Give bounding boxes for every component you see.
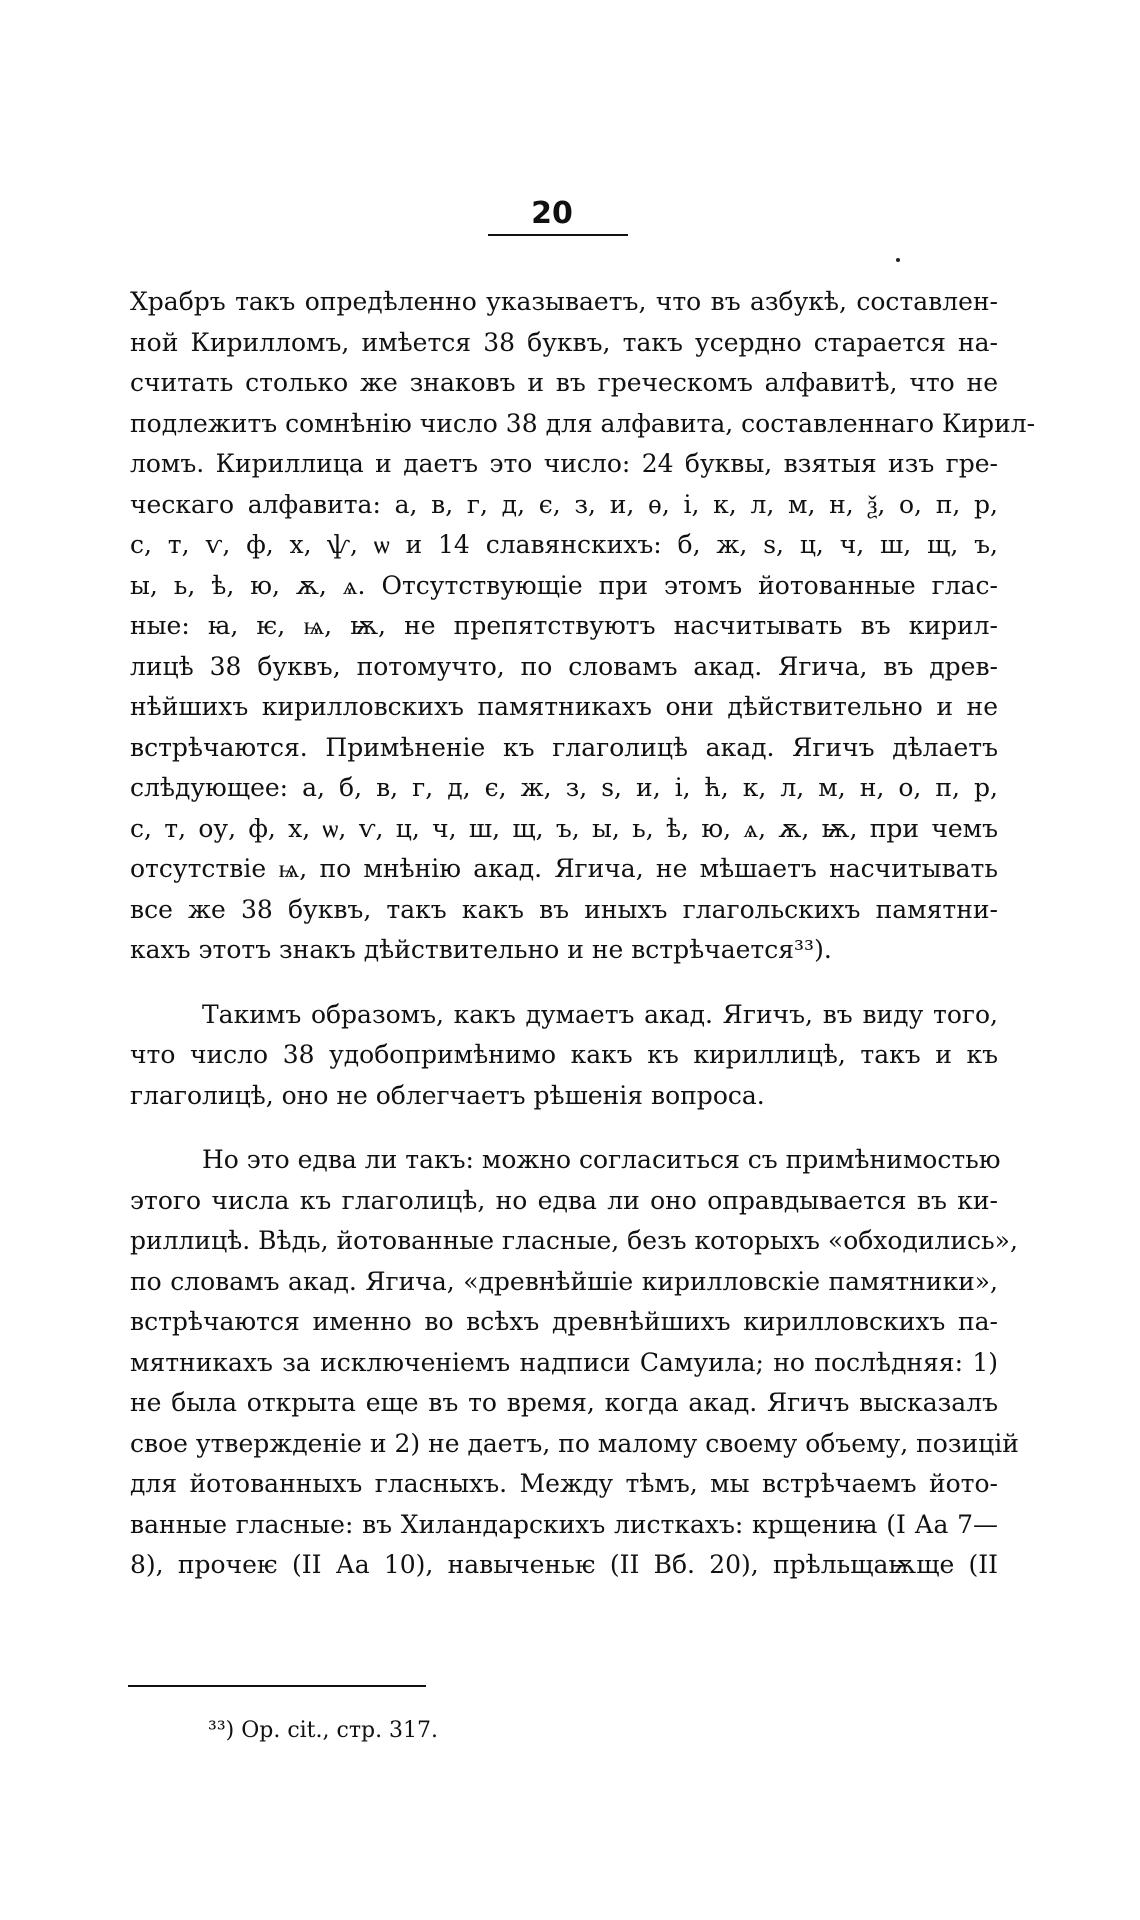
text-line: встрѣчаются. Примѣненіе къ глаголицѣ акад. Ягичъ дѣлаетъ: [130, 732, 998, 762]
text-line: риллицѣ. Вѣдь, йотованные гласные, безъ которыхъ «обходились»,: [130, 1226, 1018, 1255]
text-line: что число 38 удобопримѣнимо какъ къ кириллицѣ, такъ и къ: [130, 1040, 998, 1069]
text-line: с, т, оу, ф, х, ѡ, ѵ, ц, ч, ш, щ, ъ, ы, ь, ѣ, ю, ѧ, ѫ, ѭ, при чемъ: [130, 813, 998, 843]
body-text: [130, 282, 1036, 1586]
text-line: отсутствіе ѩ, по мнѣнію акад. Ягича, не мѣшаетъ насчитывать: [130, 854, 998, 883]
text-line: подлежитъ сомнѣнію число 38 для алфавита, составленнаго Кирил-: [130, 408, 1036, 438]
text-line: 8), прочеѥ (II Аа 10), навыченьѥ (II Вб. 20), прѣльщаѭще (II: [130, 1550, 998, 1579]
text-line: Храбръ такъ опредѣленно указываетъ, что въ азбукѣ, составлен-: [130, 287, 998, 316]
paragraph-gap: [130, 971, 998, 995]
text-line: ванные гласные: въ Хиландарскихъ листкахъ: крщениꙗ (I Аа 7—: [130, 1509, 998, 1539]
text-line: ческаго алфавита: а, в, г, д, є, з, и, ѳ, і, к, л, м, н, ѯ, о, п, р,: [130, 489, 998, 519]
text-line: для йотованныхъ гласныхъ. Между тѣмъ, мы встрѣчаемъ йото-: [130, 1469, 998, 1498]
text-line: ы, ь, ѣ, ю, ѫ, ѧ. Отсутствующіе при этомъ йотованные глас-: [130, 570, 998, 600]
text-line: все же 38 буквъ, такъ какъ въ иныхъ глагольскихъ памятни-: [130, 894, 998, 924]
paragraph-3: [130, 1140, 1019, 1586]
text-line: кахъ этотъ знакъ дѣйствительно и не встрѣчается³³).: [130, 935, 832, 964]
page-number-rule: [488, 234, 628, 236]
page-number: 20: [531, 196, 573, 231]
text-line: ные: ꙗ, ѥ, ѩ, ѭ, не препятствуютъ насчитывать въ кирил-: [130, 611, 998, 640]
text-line: с, т, ѵ, ф, х, ѱ, ѡ и 14 славянскихъ: б, ж, ѕ, ц, ч, ш, щ, ъ,: [130, 530, 998, 559]
text-line: глаголицѣ, оно не облегчаетъ рѣшенія вопроса.: [130, 1080, 765, 1110]
paragraph-2: [130, 995, 998, 1117]
text-line: свое утвержденіе и 2) не даетъ, по малому своему объему, позицій: [130, 1428, 1019, 1458]
text-line: лицѣ 38 буквъ, потомучто, по словамъ акад. Ягича, въ древ-: [130, 651, 998, 681]
text-line: нѣйшихъ кирилловскихъ памятникахъ они дѣйствительно и не: [130, 692, 998, 721]
footnote: ³³) Op. cit., стр. 317.: [208, 1718, 439, 1743]
text-line: встрѣчаются именно во всѣхъ древнѣйшихъ кирилловскихъ па-: [130, 1307, 998, 1336]
text-line: Такимъ образомъ, какъ думаетъ акад. Ягичъ, въ виду того,: [202, 999, 998, 1029]
text-line: слѣдующее: а, б, в, г, д, є, ж, з, ѕ, и, і, ћ, к, л, м, н, о, п, р,: [130, 773, 998, 802]
text-line: не была открыта еще въ то время, когда акад. Ягичъ высказалъ: [130, 1388, 998, 1417]
paragraph-gap: [130, 1116, 998, 1140]
ink-speck: [896, 258, 900, 262]
text-line: Но это едва ли такъ: можно согласиться съ примѣнимостью: [202, 1145, 1001, 1174]
text-line: мятникахъ за исключеніемъ надписи Самуила; но послѣдняя: 1): [130, 1347, 998, 1377]
paragraph-1: [130, 282, 1036, 971]
text-line: считать столько же знаковъ и въ греческомъ алфавитѣ, что не: [130, 368, 998, 397]
text-line: ломъ. Кириллица и даетъ это число: 24 буквы, взятыя изъ гре-: [130, 449, 998, 478]
text-line: по словамъ акад. Ягича, «древнѣйшіе кирилловскіе памятники»,: [130, 1266, 998, 1296]
text-line: ной Кирилломъ, имѣется 38 буквъ, такъ усердно старается на-: [130, 327, 998, 357]
footnote-rule: [128, 1685, 426, 1687]
text-line: этого числа къ глаголицѣ, но едва ли оно оправдывается въ ки-: [130, 1185, 998, 1215]
